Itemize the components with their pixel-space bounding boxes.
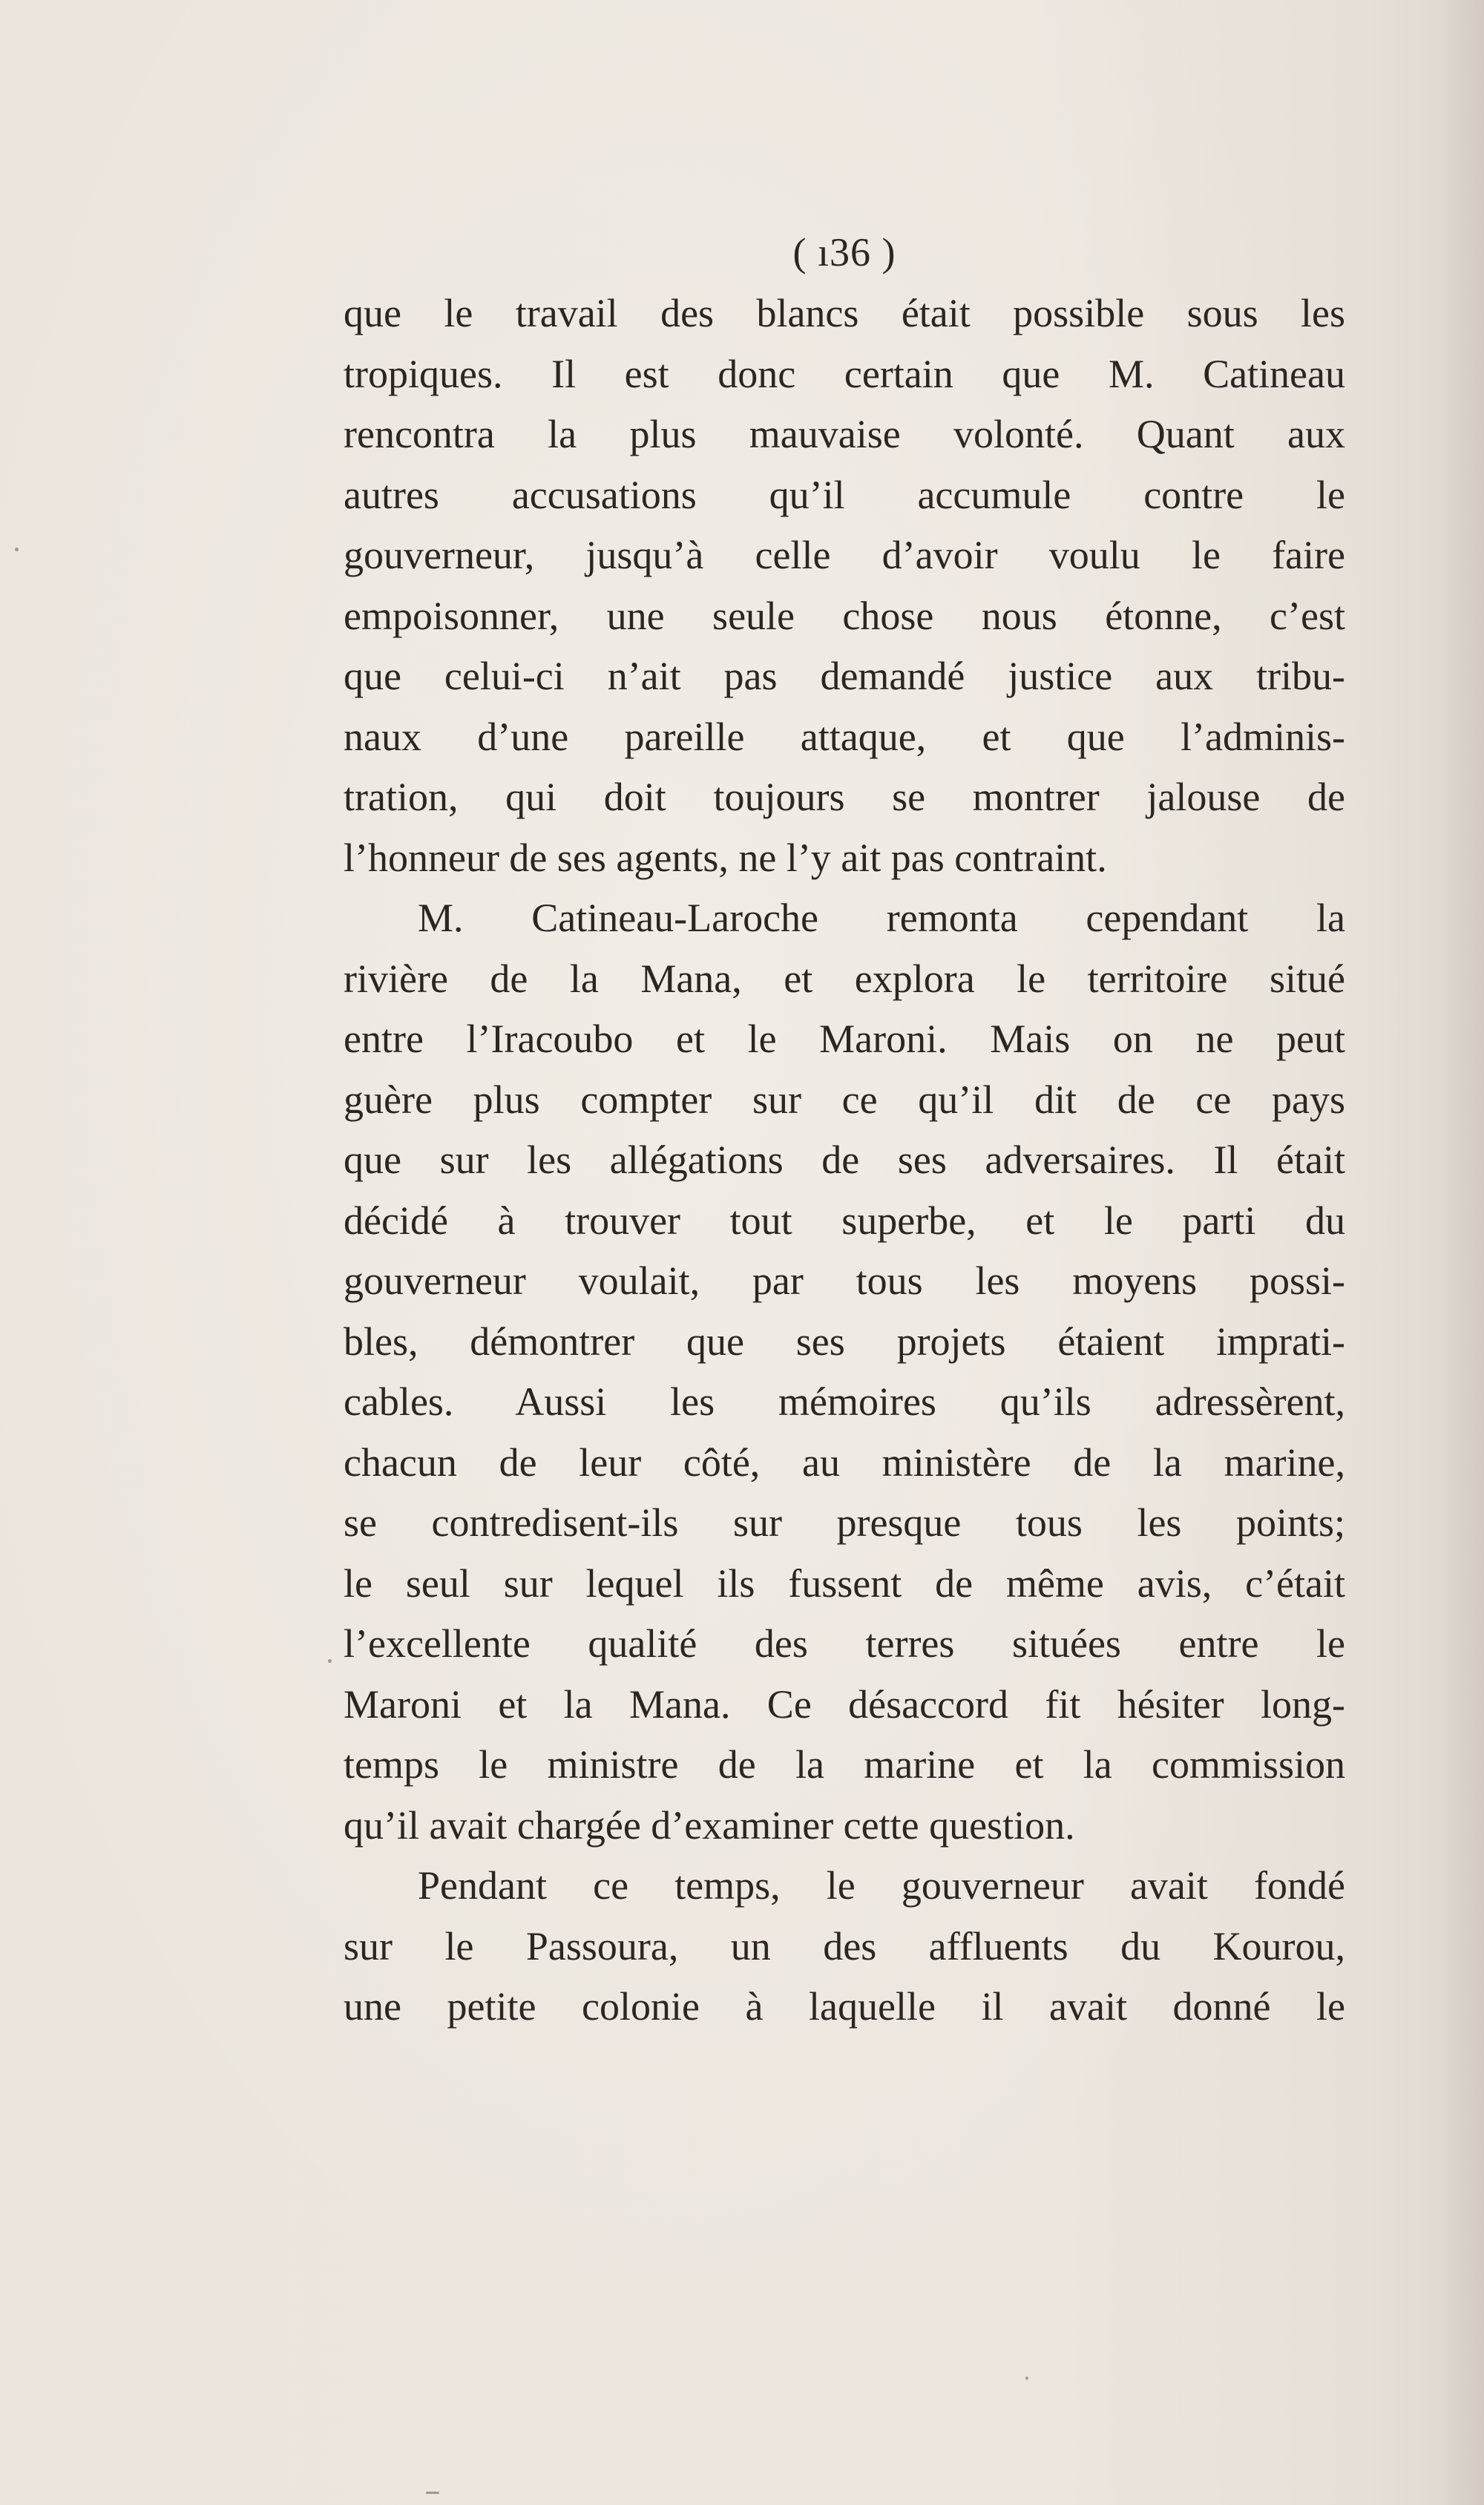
paper-speck: [15, 548, 19, 551]
text-line: se contredisent-ils sur presque tous les points;: [344, 1500, 1345, 1545]
page-edge-shadow: [1439, 0, 1484, 2505]
text-line: gouverneur, jusqu’à celle d’avoir voulu le faire: [344, 533, 1345, 577]
text-line: gouverneur voulait, par tous les moyens possi-: [344, 1258, 1345, 1303]
paper-speck: [426, 2492, 439, 2494]
text-line: l’excellente qualité des terres situées entre le: [344, 1621, 1345, 1666]
text-line: que celui-ci n’ait pas demandé justice aux tribu-: [344, 654, 1345, 698]
text-line: que le travail des blancs était possible sous les: [344, 291, 1345, 335]
text-line: chacun de leur côté, au ministère de la marine,: [344, 1439, 1345, 1485]
text-line: une petite colonie à laquelle il avait donné le: [344, 1984, 1345, 2029]
text-line: qu’il avait chargée d’examiner cette question.: [344, 1802, 1075, 1848]
text-line: autres accusations qu’il accumule contre le: [344, 472, 1345, 517]
text-line: décidé à trouver tout superbe, et le parti du: [344, 1198, 1345, 1243]
page-text-block: [344, 223, 1345, 2038]
text-line: rivière de la Mana, et explora le territoire situé: [344, 956, 1345, 1001]
page-number: ( ı36 ): [792, 230, 896, 275]
text-line: tropiques. Il est donc certain que M. Catineau: [344, 351, 1345, 396]
paper-speck: [1025, 2377, 1028, 2380]
text-line: empoisonner, une seule chose nous étonne, c’est: [344, 593, 1345, 638]
text-line: bles, démontrer que ses projets étaient imprati-: [344, 1319, 1345, 1364]
text-line: cables. Aussi les mémoires qu’ils adressèrent,: [344, 1379, 1345, 1424]
text-line: M. Catineau-Laroche remonta cependant la: [418, 896, 1345, 940]
text-line: Maroni et la Mana. Ce désaccord fit hésiter long-: [344, 1681, 1345, 1727]
text-line: l’honneur de ses agents, ne l’y ait pas contraint.: [344, 835, 1107, 880]
text-line: guère plus compter sur ce qu’il dit de ce pays: [344, 1077, 1345, 1122]
text-line: rencontra la plus mauvaise volonté. Quant aux: [344, 412, 1345, 456]
text-line: sur le Passoura, un des affluents du Kourou,: [344, 1923, 1345, 1969]
text-line: tration, qui doit toujours se montrer jalouse de: [344, 775, 1345, 819]
text-line: naux d’une pareille attaque, et que l’adminis-: [344, 714, 1345, 759]
text-line: temps le ministre de la marine et la commission: [344, 1742, 1345, 1787]
text-line: le seul sur lequel ils fussent de même avis, c’était: [344, 1560, 1345, 1606]
text-line: que sur les allégations de ses adversaires. Il était: [344, 1137, 1345, 1182]
text-line: Pendant ce temps, le gouverneur avait fondé: [418, 1863, 1345, 1908]
paper-speck: [328, 1659, 332, 1663]
text-line: entre l’Iracoubo et le Maroni. Mais on ne peut: [344, 1017, 1345, 1061]
